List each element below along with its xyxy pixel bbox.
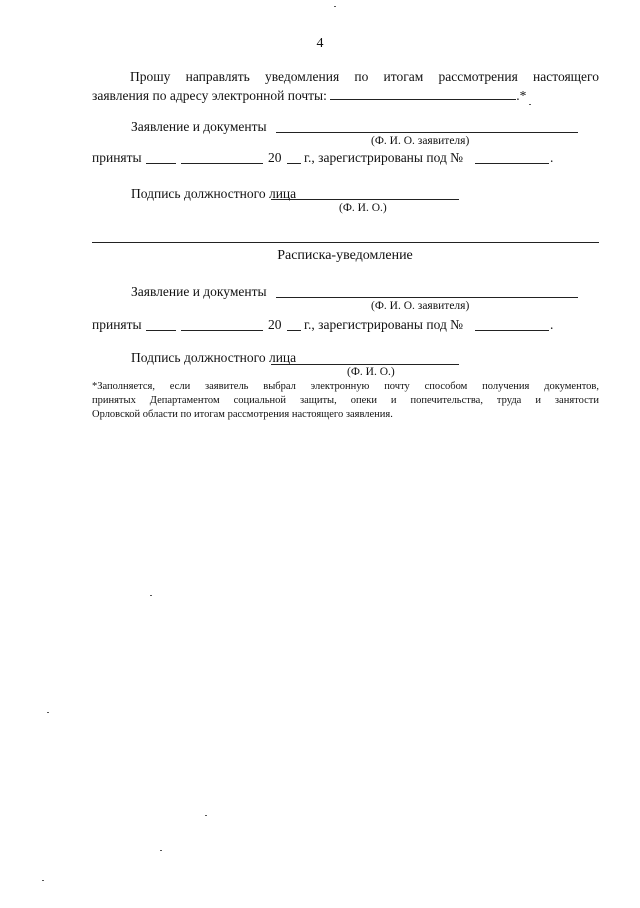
footnote-line3: Орловской области по итогам рассмотрения настоящего заявления. <box>92 409 393 420</box>
footnote-line1: *Заполняется, если заявитель выбрал электронную почту способом получения документов, <box>92 381 599 392</box>
scan-speck <box>47 712 49 713</box>
receipt-registered-label: г., зарегистрированы под № <box>304 317 464 332</box>
scan-speck <box>42 880 44 881</box>
receipt-registration-number-field[interactable] <box>475 330 549 331</box>
receipt-title: Расписка-уведомление <box>277 248 413 263</box>
accepted-label: приняты <box>92 150 142 165</box>
accepted-day-field[interactable] <box>146 163 176 164</box>
signature-field[interactable] <box>271 199 459 200</box>
signature-caption: (Ф. И. О.) <box>339 202 387 214</box>
scan-speck <box>150 595 152 596</box>
receipt-signature-caption: (Ф. И. О.) <box>347 366 395 378</box>
registration-number-field[interactable] <box>475 163 549 164</box>
registration-period: . <box>550 150 554 165</box>
email-request-label: заявления по адресу электронной почты: <box>92 88 327 103</box>
scan-speck <box>334 6 336 7</box>
email-request-line1: Прошу направлять уведомления по итогам рассмотрения настоящего <box>130 69 599 84</box>
accepted-year-field[interactable] <box>287 163 301 164</box>
scan-speck <box>160 850 162 851</box>
receipt-accepted-month-field[interactable] <box>181 330 263 331</box>
scan-speck <box>529 104 531 105</box>
receipt-year-prefix: 20 <box>268 317 282 332</box>
signature-label: Подпись должностного лица <box>131 186 297 201</box>
footnote-line2: принятых Департаментом социальной защиты, опеки и попечительства, труда и занятости <box>92 395 599 406</box>
email-request-line2 <box>92 86 599 105</box>
receipt-docs-label: Заявление и документы <box>131 284 267 299</box>
scan-speck <box>205 815 207 816</box>
email-request-paragraph <box>92 67 599 105</box>
applicant-name-field[interactable] <box>276 132 578 133</box>
accepted-month-field[interactable] <box>181 163 263 164</box>
email-field[interactable] <box>330 87 516 100</box>
receipt-accepted-day-field[interactable] <box>146 330 176 331</box>
footnote <box>92 380 599 422</box>
applicant-name-caption: (Ф. И. О. заявителя) <box>371 135 470 147</box>
receipt-applicant-name-field[interactable] <box>276 297 578 298</box>
receipt-signature-field[interactable] <box>271 364 459 365</box>
receipt-signature-label: Подпись должностного лица <box>131 350 297 365</box>
receipt-registration-period: . <box>550 317 554 332</box>
email-asterisk: .* <box>516 88 527 103</box>
page-number: 4 <box>316 36 324 51</box>
registered-label: г., зарегистрированы под № <box>304 150 464 165</box>
receipt-accepted-year-field[interactable] <box>287 330 301 331</box>
year-prefix: 20 <box>268 150 282 165</box>
receipt-applicant-name-caption: (Ф. И. О. заявителя) <box>371 300 470 312</box>
separator-line <box>92 242 599 243</box>
docs-label: Заявление и документы <box>131 119 267 134</box>
receipt-accepted-label: приняты <box>92 317 142 332</box>
